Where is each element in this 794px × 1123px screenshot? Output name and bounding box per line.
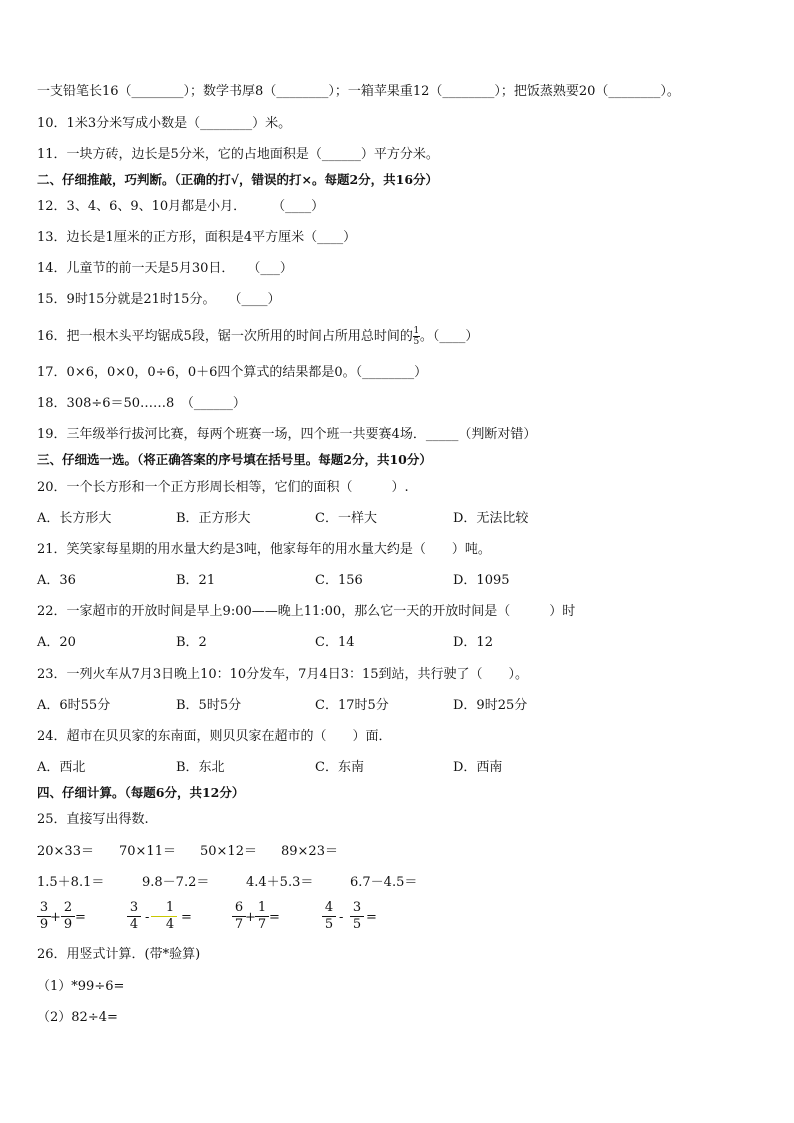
fraction-expression [37,901,97,937]
numerator: 2 [63,900,73,915]
calc-item: 70×11＝ [119,844,176,859]
option-a: A．20 [37,635,76,650]
question-22: 22．一家超市的开放时间是早上9:00——晚上11:00，那么它一天的开放时间是（ ）时 [37,604,576,619]
numerator: 3 [129,900,139,915]
question-26-part-2: （2）82÷4= [37,1010,118,1025]
question-15: 15．9时15分就是21时15分。 （____） [37,292,281,307]
calc-item: 89×23＝ [281,844,338,859]
question-12: 12．3、4、6、9、10月都是小月． （____） [37,199,325,214]
calc-item: 1.5＋8.1＝ [37,875,105,890]
numerator: 4 [324,900,334,915]
operator: + [50,910,61,925]
denominator: 7 [257,917,267,932]
option-c: C．一样大 [315,511,377,526]
denominator: 9 [63,917,73,932]
calc-item: 20×33＝ [37,844,94,859]
question-21: 21．笑笑家每星期的用水量大约是3吨，他家每年的用水量大约是（ ）吨。 [37,542,491,557]
section-2-heading: 二、仔细推敲，巧判断。（正确的打√，错误的打×。每题2分，共16分） [37,172,439,187]
fraction-numerator: 1 [413,326,420,336]
numerator: 3 [352,900,362,915]
equals: = [366,910,377,925]
option-a: A．6时55分 [37,698,111,713]
option-a: A．36 [37,573,76,588]
fraction-expression [127,901,197,937]
fraction-expression [232,901,292,937]
denominator: 5 [324,917,334,932]
operator: - [339,910,344,925]
question-24: 24．超市在贝贝家的东南面，则贝贝家在超市的（ ）面． [37,729,392,744]
question-19: 19．三年级举行拔河比赛，每两个班赛一场，四个班一共要赛4场．_____（判断对错） [37,427,537,442]
option-d: D．9时25分 [453,698,528,713]
question-17: 17．0×6，0×0，0÷6，0＋6四个算式的结果都是0。（________） [37,365,428,380]
denominator: 4 [165,917,175,932]
option-d: D．1095 [453,573,510,588]
question-13: 13．边长是1厘米的正方形，面积是4平方厘米（____） [37,230,357,245]
question-9-continued: 一支铅笔长16（________）；数学书厚8（________）；一箱苹果重12（________）；把饭蒸熟要20（________）。 [37,84,680,99]
option-d: D．西南 [453,760,503,775]
equals: = [75,910,86,925]
question-26-part-1: （1）*99÷6= [37,979,125,994]
question-14: 14．儿童节的前一天是5月30日． （___） [37,261,293,276]
numerator: 3 [39,900,49,915]
option-a: A．西北 [37,760,86,775]
denominator: 9 [39,917,49,932]
equals: = [181,910,192,925]
question-26: 26．用竖式计算．(带*验算) [37,947,201,962]
operator: + [245,910,256,925]
calc-item: 9.8－7.2＝ [142,875,210,890]
option-b: B．5时5分 [176,698,242,713]
option-b: B．2 [176,635,207,650]
option-c: C．156 [315,573,363,588]
denominator: 4 [129,917,139,932]
question-10: 10．1米3分米写成小数是（________）米。 [37,116,292,131]
question-16-answer-blank: 。（____） [419,329,479,344]
fraction-expression [322,901,392,937]
option-b: B．21 [176,573,216,588]
option-c: C．14 [315,635,355,650]
question-25: 25．直接写出得数. [37,812,149,827]
calc-item: 4.4＋5.3＝ [246,875,314,890]
option-c: C．东南 [315,760,364,775]
option-a: A．长方形大 [37,511,112,526]
numerator: 1 [165,900,175,915]
numerator: 1 [257,900,267,915]
fraction-one-fifth [413,328,420,346]
numerator: 6 [234,900,244,915]
denominator: 7 [234,917,244,932]
question-11: 11．一块方砖，边长是5分米，它的占地面积是（______）平方分米。 [37,147,439,162]
section-4-heading: 四、仔细计算。（每题6分，共12分） [37,785,245,800]
option-b: B．正方形大 [176,511,251,526]
option-d: D．无法比较 [453,511,529,526]
question-16-text: 16．把一根木头平均锯成5段，锯一次所用的时间占所用总时间的 [37,329,413,344]
question-18: 18．308÷6＝50……8 （______） [37,396,246,411]
question-16 [37,328,478,346]
calc-item: 6.7－4.5＝ [350,875,418,890]
fraction-denominator: 5 [413,337,420,347]
calc-item: 50×12＝ [200,844,257,859]
operator: - [145,910,150,925]
question-20: 20．一个长方形和一个正方形周长相等，它们的面积（ ）. [37,480,409,495]
option-c: C．17时5分 [315,698,389,713]
section-3-heading: 三、仔细选一选。（将正确答案的序号填在括号里。每题2分，共10分） [37,452,432,467]
denominator: 5 [352,917,362,932]
question-23: 23．一列火车从7月3日晚上10：10分发车，7月4日3：15到站，共行驶了（ ）。 [37,667,529,682]
equals: = [269,910,280,925]
option-b: B．东北 [176,760,225,775]
option-d: D．12 [453,635,493,650]
